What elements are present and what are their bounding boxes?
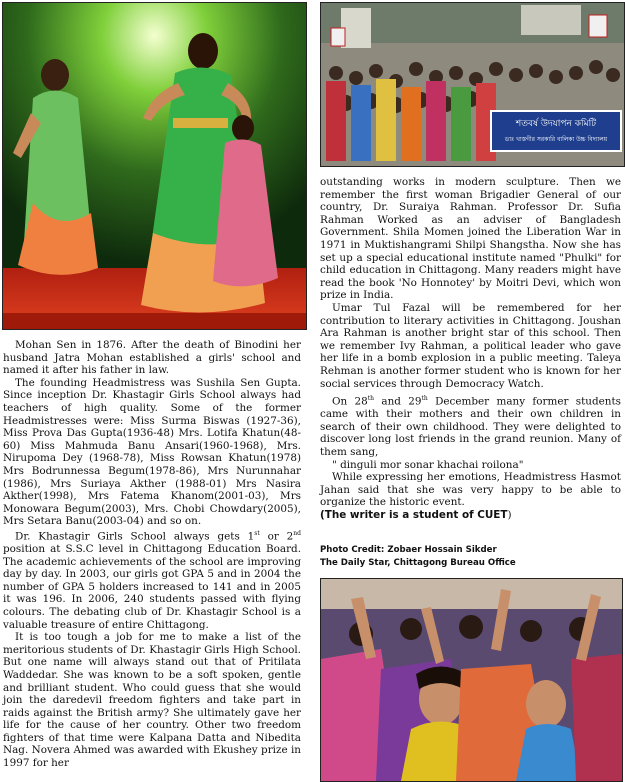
dancers-illustration [3, 3, 306, 329]
right-p3-c: December many former students came with their mothers and their own children in search of their own childhood. They were delighted to discover long lost friends in the grand reunion. Many of them sang, [320, 395, 621, 458]
writer-note-close: ) [507, 508, 512, 521]
left-p3-b: or 2 [259, 530, 294, 543]
left-paragraph-4: It is too tough a job for me to make a list of the meritorious students of Dr. Khastagir Girls High School. But one name will always stand out that of Pritilata Waddedar. She was known to be a soft spoken, gentle and brilliant student. Who could guess that she would join the daredevil freedom fighters and take part in raids against the British army? She ultimately gave her life for the cause of her country. Other two freedom fighters of that time were Kalpana Datta and Nibedita Nag. Novera Ahmed was awarded with Ekushey prize in 1997 for her [3, 631, 301, 770]
left-paragraph-2: The founding Headmistress was Sushila Sen Gupta. Since inception Dr. Khastagir Girls School always had teachers of high quality. Some of the former Headmistresses were: Miss Surma Biswas (1927-36), Miss Prova Das Gupta(1936-48) Mrs. Lotifa Khatun(48-60) Miss Mahmuda Banu Ansari(1960-1968), Mrs. Nirupoma Dey (1968-78), Miss Rowsan Khatun(1978) Mrs Bodrunnessa Begum(1978-86), Mrs Nurunnahar (1986), Mrs Suriaya Akther (1988-01) Mrs Nasira Akther(1998), Mrs Fatema Khanom(2001-03), Mrs Monowara Begum(2003), Mrs. Chobi Chowdary(2005), Mrs Setara Banu(2003-04) and so on. [3, 376, 301, 528]
photo-credit-line-2: The Daily Star, Chittagong Bureau Office [320, 558, 516, 568]
song-quote: " dinguli mor sonar khachai roilona" [332, 458, 524, 471]
right-p3-sup1: th [367, 395, 375, 403]
right-p3-sup2: th [421, 395, 428, 403]
left-article-column [3, 339, 301, 770]
left-paragraph-3 [3, 528, 301, 631]
right-p3-a: On 28 [332, 395, 368, 408]
writer-note [320, 509, 621, 522]
right-p3-b: and 29 [374, 395, 422, 408]
left-p3-a: Dr. Khastagir Girls School always gets 1 [15, 530, 255, 543]
left-p3-c: position at S.S.C level in Chittagong Education Board. The academic achievements of the school are improving day by day. In 2003, our girls got GPA 5 and in 2004 the number of GPA 5 holders increased to 141 and in 2005 it was 196. In 2006, 240 students passed with flying colours. The debating club of Dr. Khastagir School is a valuable treasure of entire Chittagong. [3, 542, 301, 631]
right-paragraph-1: outstanding works in modern sculpture. Then we remember the first woman Brigadier General of our country, Dr. Suraiya Rahman. Professor Dr. Sufia Rahman Worked as an adviser of Bangladesh Government. Shila Momen joined the Liberation War in 1971 in Muktishangrami Shilpi Shangstha. Now she has set up a special educational institute named "Phulki" for child education in Chittagong. Many readers might have read the book 'No Honnotey' by Moitri Devi, which won prize in India. [320, 176, 621, 302]
rally-photo [320, 2, 625, 167]
right-paragraph-2: Umar Tul Fazal will be remembered for her contribution to literary activities in Chittagong. Joushan Ara Rahman is another bright star of this school. Then we remember Ivy Rahman, a political leader who gave her life in a bomb explosion in a public meeting. Taleya Rehman is another former student who is known for her social services through Democracy Watch. [320, 301, 621, 390]
left-paragraph-1: Mohan Sen in 1876. After the death of Binodini her husband Jatra Mohan established a girls' school and named it after his father in law. [3, 339, 301, 377]
banner-line-1: শতবর্ষ উদযাপন কমিটি [515, 119, 597, 129]
left-p3-sup2: nd [293, 529, 301, 537]
right-article-column [320, 176, 621, 522]
right-paragraph-3 [320, 393, 621, 458]
writer-note-text: (The writer is a student of CUET [320, 508, 508, 521]
left-p3-sup1: st [254, 529, 260, 537]
photo-credit [320, 544, 620, 570]
right-paragraph-5: While expressing her emotions, Headmistress Hasmot Jahan said that she was very happy to be able to organize the historic event. [320, 471, 621, 509]
dancers-photo [2, 2, 307, 330]
rally-illustration [321, 3, 624, 166]
celebration-illustration [321, 579, 622, 781]
photo-credit-line-1: Photo Credit: Zobaer Hossain Sikder [320, 545, 497, 555]
celebration-photo [320, 578, 623, 782]
banner-line-2: ডাঃ খাস্তগীর সরকারি বালিকা উচ্চ বিদ্যালয় [504, 136, 608, 143]
